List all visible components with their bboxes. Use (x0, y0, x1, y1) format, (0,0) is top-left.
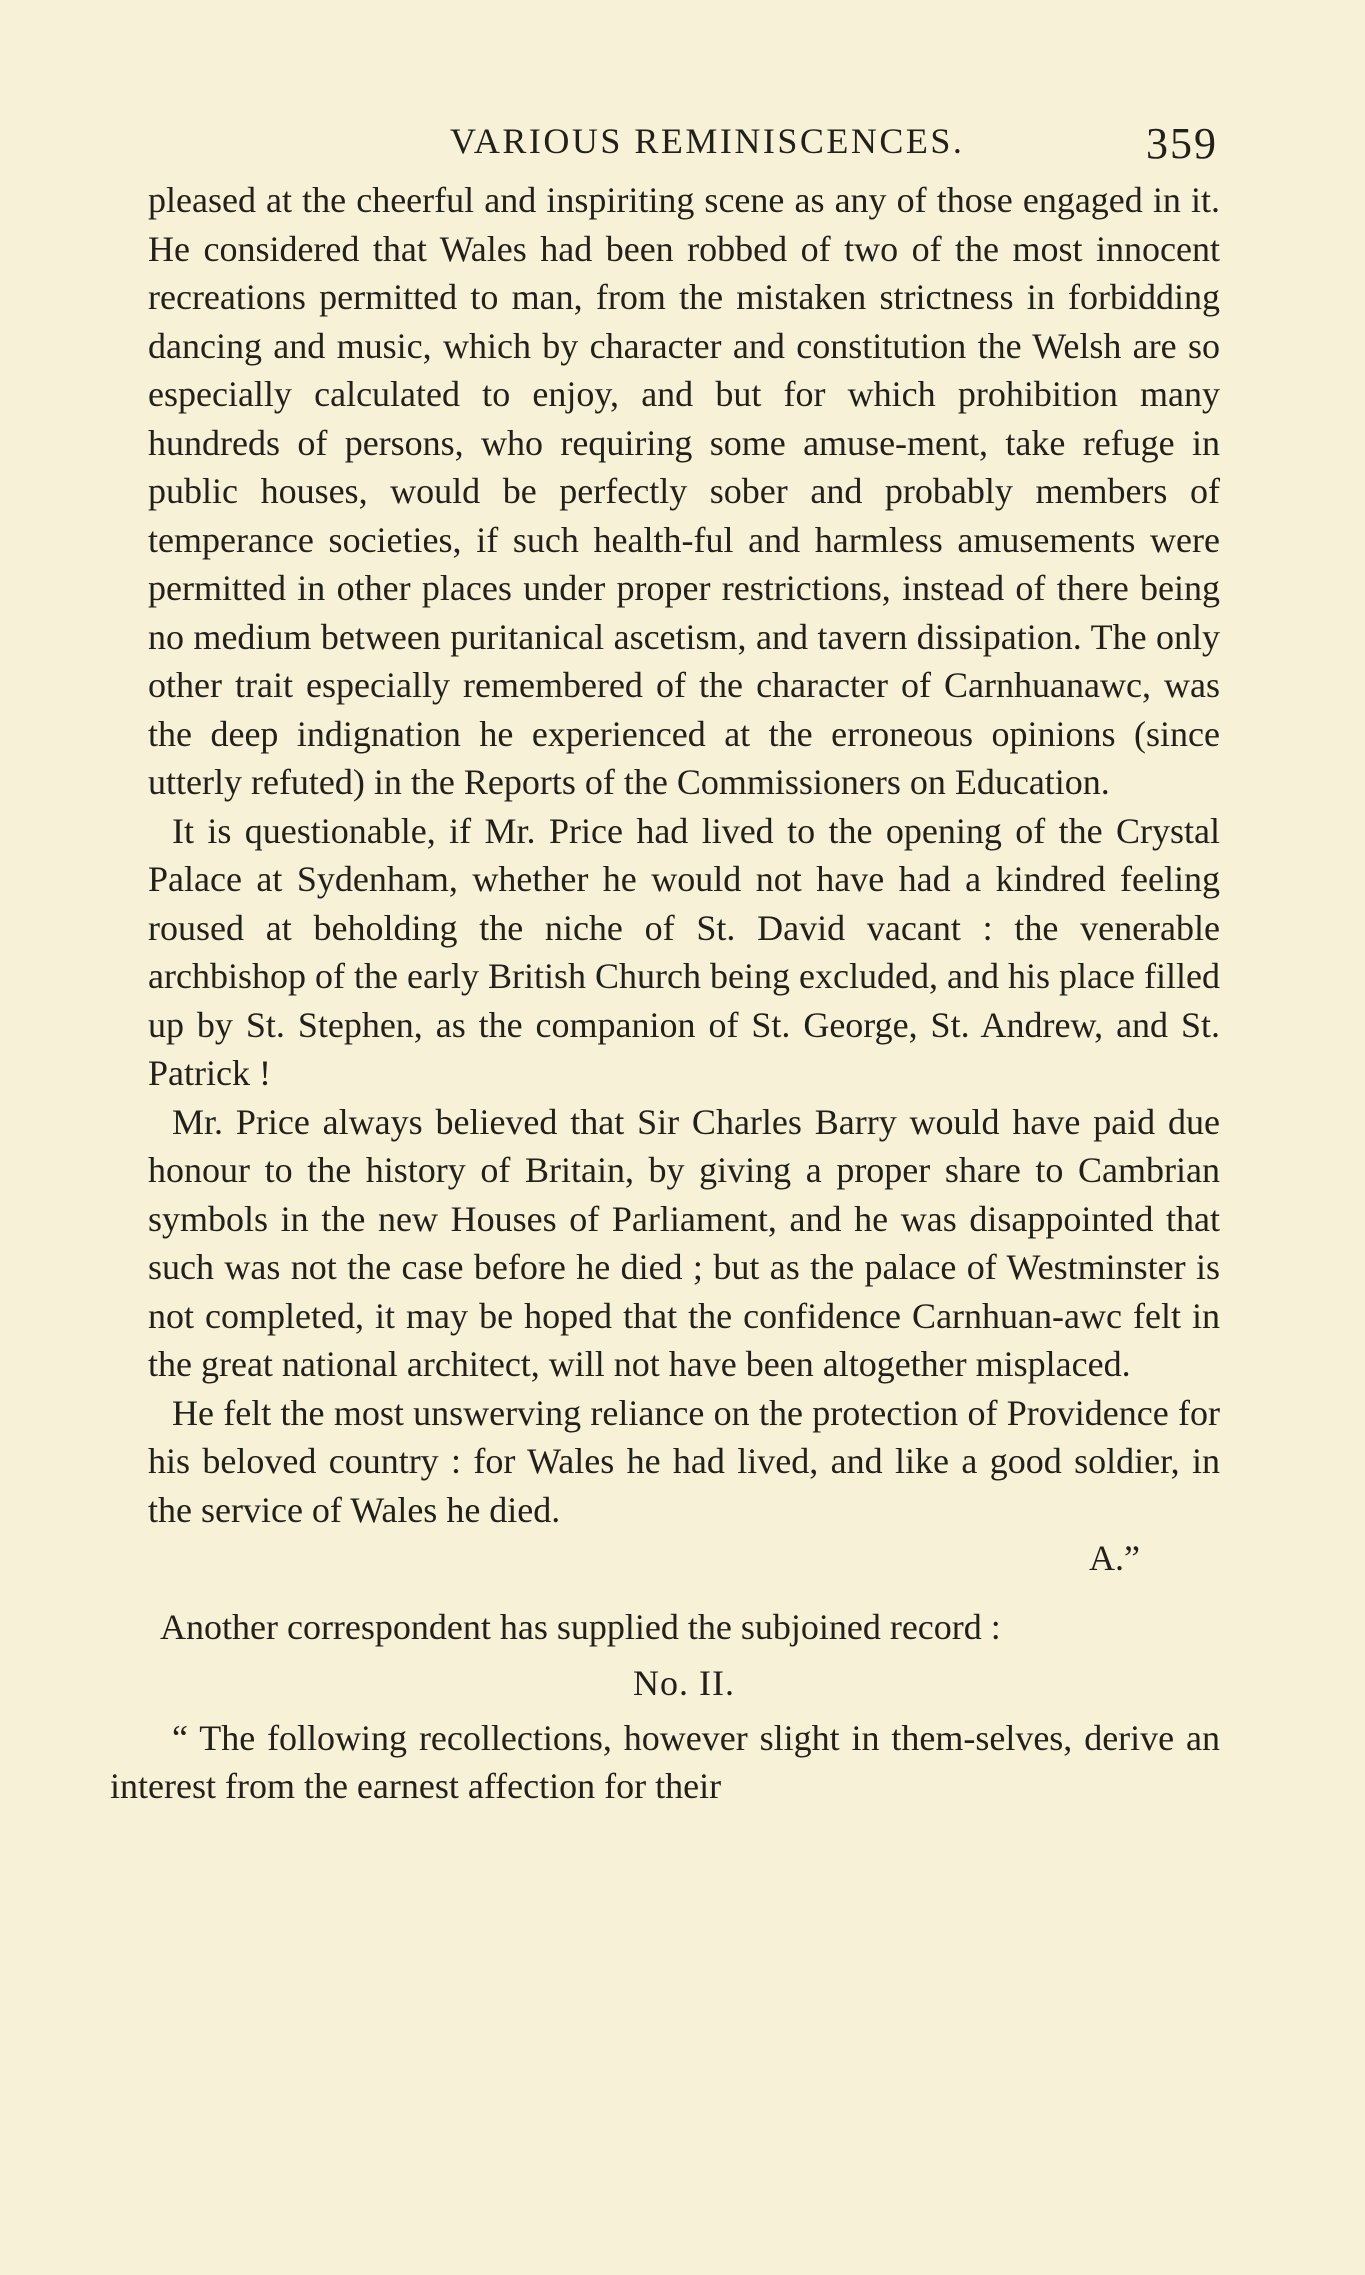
paragraph-recollections: “ The following recollections, however slight in them-selves, derive an interest from the earnest affection for their (110, 1717, 1220, 1806)
section-number: No. II. (633, 1663, 735, 1703)
page-number: 359 (1146, 119, 1218, 168)
running-title: VARIOUS REMINISCENCES. (450, 121, 965, 161)
paragraph-crystal-palace: It is questionable, if Mr. Price had lived to the opening of the Crystal Palace at Sydenham, whether he would not have had a kindred feeling roused at beholding the niche of St. David vacant : the venerable archbishop of the early British Church being excluded, and his place filled up by St. Stephen, as the companion of St. George, St. Andrew, and St. Patrick ! (148, 810, 1220, 1093)
lead-in-line: Another correspondent has supplied the subjoined record : (160, 1606, 1001, 1647)
signature: A.” (1089, 1538, 1140, 1578)
paragraph-providence: He felt the most unswerving reliance on the protection of Providence for his beloved country : for Wales he had lived, and like a good soldier, in the service of Wales he died. (148, 1392, 1220, 1530)
running-head (150, 118, 1218, 168)
text-block (110, 176, 1220, 1811)
paragraph-continued: pleased at the cheerful and inspiriting scene as any of those engaged in it. He considered that Wales had been robbed of two of the most innocent recreations permitted to man, from the mistaken strictness in forbidding dancing and music, which by character and constitution the Welsh are so especially calculated to enjoy, and but for which prohibition many hundreds of persons, who requiring some amuse-ment, take refuge in public houses, would be perfectly sober and probably members of temperance societies, if such health-ful and harmless amusements were permitted in other places under proper restrictions, instead of there being no medium between puritanical ascetism, and tavern dissipation. The only other trait especially remembered of the character of Carnhuanawc, was the deep indignation he experienced at the erroneous opinions (since utterly refuted) in the Reports of the Commissioners on Education. (148, 180, 1220, 802)
paragraph-charles-barry: Mr. Price always believed that Sir Charles Barry would have paid due honour to the history of Britain, by giving a proper share to Cambrian symbols in the new Houses of Parliament, and he was disappointed that such was not the case before he died ; but as the palace of Westminster is not completed, it may be hoped that the confidence Carnhuan-awc felt in the great national architect, will not have been altogether misplaced. (148, 1101, 1220, 1384)
